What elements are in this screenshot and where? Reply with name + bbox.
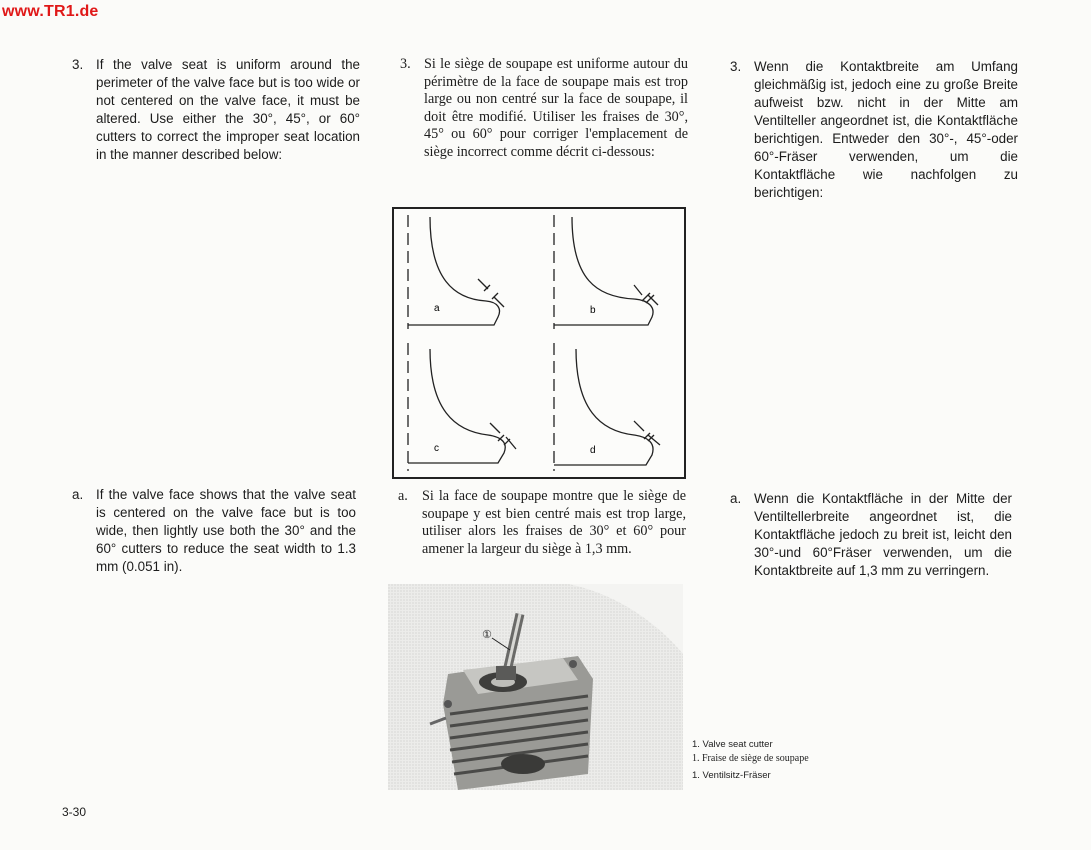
step-text: Si la face de soupape montre que le siège de soupape y est bien centré mais est trop large, utiliser alors les fraises de 30° et 60° pour amener la largeur du siège à 1,3 mm.	[422, 488, 686, 557]
step-text: Wenn die Kontaktfläche in der Mitte der Ventiltellerbreite angeordnet ist, die Kontaktfläche jedoch zu breit ist, leicht den 30°-und 60°Fräser verwenden, um die Kontaktbreite auf 1,3 mm zu verringern.	[754, 491, 1012, 578]
diagram-label-d: d	[590, 445, 596, 456]
diagram-label-c: c	[434, 443, 439, 454]
site-watermark: www.TR1.de	[2, 3, 99, 20]
stepa-german	[730, 490, 1012, 580]
valve-seat-diagram	[392, 207, 686, 479]
step-number: a.	[72, 487, 84, 502]
stepa-english	[72, 486, 356, 576]
step-number: a.	[398, 488, 408, 504]
step3-german	[730, 58, 1018, 202]
stepa-french	[398, 488, 686, 558]
step-number: 3.	[72, 57, 84, 72]
step3-english	[72, 56, 360, 164]
diagram-panel-a	[408, 215, 504, 329]
valve-seat-diagram-drawing	[394, 209, 684, 477]
step-text: Wenn die Kontaktbreite am Umfang gleichmäßig ist, jedoch eine zu große Breite aufweist bzw. nicht in der Mitte am Ventilteller angeordnet ist, die Kontaktfläche berichtigen. Entweder den 30°-, 45°-oder 60°-Fräser verwenden, um die Kontaktfläche wie nachfolgen zu berichtigen:	[754, 59, 1018, 200]
diagram-panel-d	[554, 343, 660, 471]
cylinder-head-illustration	[388, 584, 683, 790]
diagram-panel-b	[554, 215, 658, 329]
caption-english: 1. Valve seat cutter	[692, 739, 773, 750]
caption-french: 1. Fraise de siège de soupape	[692, 753, 809, 764]
caption-german: 1. Ventilsitz-Fräser	[692, 770, 771, 781]
callout-1: ①	[482, 628, 492, 641]
step-text: If the valve face shows that the valve seat is centered on the valve face but is too wide, then lightly use both the 30° and the 60° cutters to reduce the seat width to 1.3 mm (0.051 in).	[96, 487, 356, 574]
page-number: 3-30	[62, 805, 87, 819]
step-text: If the valve seat is uniform around the perimeter of the valve face but is too wide or not centered on the valve face, it must be altered. Use either the 30°, 45°, or 60° cutters to correct the improper seat location in the manner described below:	[96, 57, 360, 162]
step-number: 3.	[730, 59, 742, 74]
valve-seat-cutter-photo	[388, 584, 683, 790]
step3-french	[400, 56, 688, 161]
diagram-label-a: a	[434, 303, 440, 314]
diagram-panel-c	[408, 343, 516, 471]
step-text: Si le siège de soupape est uniforme autour du périmètre de la face de soupape mais est trop large ou non centré sur la face de soupape, il doit être modifié. Utiliser les fraises de 30°, 45° ou 60° pour corriger l'emplacement de siège incorrect comme décrit ci-dessous:	[424, 56, 688, 160]
step-number: a.	[730, 491, 742, 506]
diagram-label-b: b	[590, 305, 596, 316]
step-number: 3.	[400, 56, 411, 72]
